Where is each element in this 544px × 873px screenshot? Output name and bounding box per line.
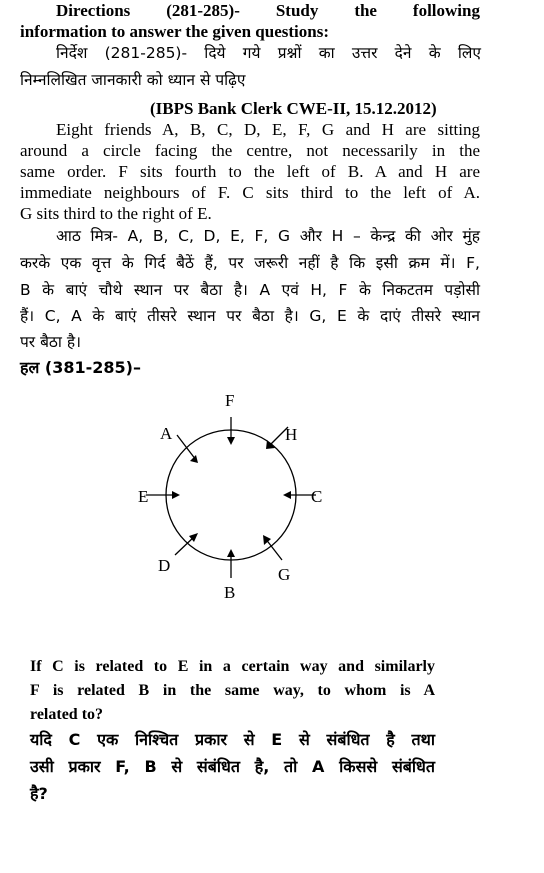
label-g: G [278,565,291,584]
label-f: F [225,391,235,410]
seating-circle [166,430,296,560]
question-en-line: If C is related to E in a certain way and similarly [30,658,435,675]
question-en-line: F is related B in the same way, to whom is A [30,682,435,699]
label-c: C [311,487,323,506]
source-citation: (IBPS Bank Clerk CWE-II, 15.12.2012) [150,99,437,118]
label-b: B [224,583,236,602]
passage-en-line: G sits third to the right of E. [20,204,212,223]
passage-en-line: Eight friends A, B, C, D, E, F, G and H are sitting [56,120,480,139]
directions-en-line2: information to answer the given questions: [20,22,329,41]
passage-en-line: around a circle facing the centre, not necessarily in the [20,141,480,160]
passage-hi-line: पर बैठा है। [20,333,81,351]
label-e: E [138,487,149,506]
solution-heading: हल (381-285)– [20,358,141,377]
label-a: A [160,424,173,443]
passage-hi-line: हैं। C, A के बाएं तीसरे स्थान पर बैठा है। G, E के दाएं तीसरे स्थान [20,307,480,325]
directions-hi-line1: निर्देश (281-285)- दिये गये प्रश्नों का उत्तर देने के लिए [56,44,481,62]
question-hi-line: उसी प्रकार F, B से संबंधित है, तो A किससे संबंधित [30,757,435,776]
passage-en-line: immediate neighbours of F. C sits third to the left of A. [20,183,480,202]
question-en-line: related to? [30,706,104,723]
label-d: D [158,556,171,575]
passage-hi-line: B के बाएं चौथे स्थान पर बैठा है। A एवं H, F के निकटतम पड़ोसी [20,281,480,299]
arrow-a [177,435,196,460]
directions-hi-line2: निम्नलिखित जानकारी को ध्यान से पढ़िए [20,71,246,89]
label-h: H [285,425,298,444]
passage-hi-line: करके एक वृत्त के गिर्द बैठें हैं, पर जरूरी नहीं है कि इसी क्रम में। F, [20,254,480,272]
seating-circle-diagram [120,385,350,610]
question-hi-line: है? [30,784,48,803]
directions-en-line1: Directions (281-285)- Study the following [56,1,480,20]
passage-hi-line: आठ मित्र- A, B, C, D, E, F, G और H – केन्द्र की ओर मुंह [56,227,480,245]
passage-en-line: same order. F sits fourth to the left of B. A and H are [20,162,480,181]
question-hi-line: यदि C एक निश्चित प्रकार से E से संबंधित है तथा [30,730,435,749]
